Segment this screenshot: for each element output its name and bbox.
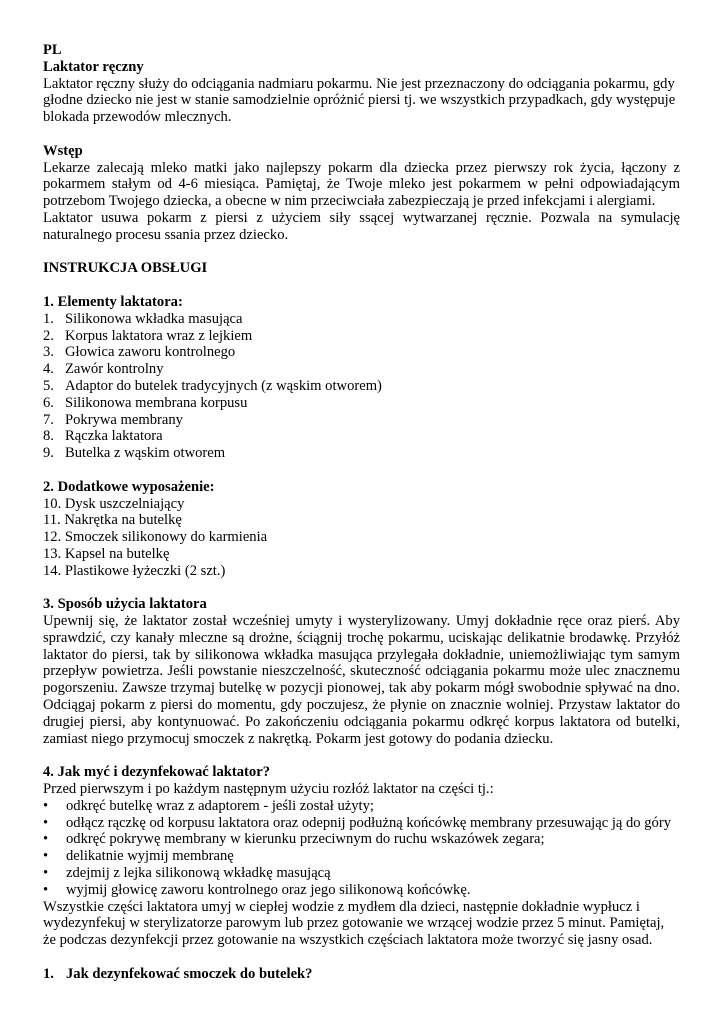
list-item: 13. Kapsel na butelkę bbox=[43, 545, 170, 562]
list-item: • odkręć butelkę wraz z adaptorem - jeśli został użyty; bbox=[43, 797, 374, 814]
document-page bbox=[43, 42, 680, 983]
section3-paragraph: Upewnij się, że laktator został wcześniej umyty i wysterylizowany. Umyj dokładnie ręce oraz pierś. Aby sprawdzić, czy kanały mleczne są drożne, ściągnij trochę pokarmu, uciskając delikatnie brodawkę. Przyłóż laktator do piersi, tak by silikonowa wkładka masująca przylegała dokładnie, uniemożliwiając tym samym przepływ powietrza. Jeśli powstanie nieszczelność, skuteczność odciągania pokarmu może ulec znacznemu pogorszeniu. Zawsze trzymaj butelkę w pozycji pionowej, tak aby pokarm mógł swobodnie spływać na dno. Odciągaj pokarm z piersi do momentu, gdy poczujesz, że płynie on znacznie wolniej. Przystaw laktator do drugiej piersi, aby kontynuować. Po zakończeniu odciągania pokarmu odkręć korpus laktatora od butelki, zamiast niego przymocuj smoczek z nakrętką. Pokarm jest gotowy do podania dziecku. bbox=[43, 613, 680, 747]
list-item: • delikatnie wyjmij membranę bbox=[43, 848, 234, 865]
section1-heading: 1. Elementy laktatora: bbox=[43, 293, 183, 310]
wstep-heading: Wstęp bbox=[43, 142, 83, 159]
section4-closing: Wszystkie części laktatora umyj w ciepłej wodzie z mydłem dla dzieci, następnie dokładnie wypłucz i wydezynfekuj w sterylizatorze parowym lub przez gotowanie we wrzącej wodzie przez 5 minut. Pamiętaj, że podczas dezynfekcji przez gotowanie na wszystkich częściach laktatora może tworzyć się jasny osad. bbox=[43, 898, 665, 949]
instructions-heading: INSTRUKCJA OBSŁUGI bbox=[43, 260, 208, 277]
list-item: 10. Dysk uszczelniający bbox=[43, 495, 185, 512]
wstep-paragraph-1: Lekarze zalecają mleko matki jako najlepszy pokarm dla dziecka przez pierwszy rok życia, łączony z pokarmem stałym od 4-6 miesiąca. Pamiętaj, że Twoje mleko jest pokarmem w pełni odpowiadającym potrzebom Twojego dziecka, a obecne w nim przeciwciała zabezpieczają je przed infekcjami i alergiami. bbox=[43, 159, 680, 210]
list-item: 4. Zawór kontrolny bbox=[43, 361, 164, 378]
list-item: • odkręć pokrywę membrany w kierunku przeciwnym do ruchu wskazówek zegara; bbox=[43, 831, 545, 848]
intro-paragraph: Laktator ręczny służy do odciągania nadmiaru pokarmu. Nie jest przeznaczony do odciągania pokarmu, gdy głodne dziecko nie jest w stanie samodzielnie opróżnić piersi tj. we wszystkich przypadkach, gdy występuje blokada przewodów mlecznych. bbox=[43, 75, 676, 126]
list-item: 3. Głowica zaworu kontrolnego bbox=[43, 344, 236, 361]
section3-heading: 3. Sposób użycia laktatora bbox=[43, 596, 207, 613]
list-item: • wyjmij głowicę zaworu kontrolnego oraz jego silikonową końcówkę. bbox=[43, 881, 471, 898]
list-item: 11. Nakrętka na butelkę bbox=[43, 512, 182, 529]
list-item: 2. Korpus laktatora wraz z lejkiem bbox=[43, 327, 253, 344]
bullet-icon: • bbox=[43, 881, 49, 898]
list-item: 9. Butelka z wąskim otworem bbox=[43, 445, 226, 462]
language-label: PL bbox=[43, 42, 62, 58]
bullet-icon: • bbox=[43, 848, 49, 865]
section2-heading: 2. Dodatkowe wyposażenie: bbox=[43, 478, 215, 495]
list-item: 5. Adaptor do butelek tradycyjnych (z wąskim otworem) bbox=[43, 377, 382, 394]
wstep-paragraph-2: Laktator usuwa pokarm z piersi z użyciem siły ssącej wytwarzanej ręcznie. Pozwala na symulację naturalnego procesu ssania przez dziecko. bbox=[43, 209, 680, 243]
section4-heading: 4. Jak myć i dezynfekować laktator? bbox=[43, 764, 270, 781]
bullet-icon: • bbox=[43, 797, 49, 814]
parts-list bbox=[43, 311, 680, 462]
bullet-icon: • bbox=[43, 831, 49, 848]
list-item: • zdejmij z lejka silikonową wkładkę masującą bbox=[43, 865, 331, 882]
bullet-icon: • bbox=[43, 865, 49, 882]
section4-lead: Przed pierwszym i po każdym następnym użyciu rozłóż laktator na części tj.: bbox=[43, 781, 494, 798]
list-item: 7. Pokrywa membrany bbox=[43, 411, 183, 428]
list-item: • odłącz rączkę od korpusu laktatora oraz odepnij podłużną końcówkę membrany przesuwając ją do góry bbox=[43, 814, 671, 831]
doc-title: Laktator ręczny bbox=[43, 58, 144, 75]
list-item: 1. Silikonowa wkładka masująca bbox=[43, 310, 243, 327]
list-item: 6. Silikonowa membrana korpusu bbox=[43, 394, 248, 411]
bullet-icon: • bbox=[43, 814, 49, 831]
list-item: 8. Rączka laktatora bbox=[43, 428, 163, 445]
list-item: 14. Plastikowe łyżeczki (2 szt.) bbox=[43, 562, 226, 579]
final-heading: 1. Jak dezynfekować smoczek do butelek? bbox=[43, 965, 313, 982]
accessories-list bbox=[43, 496, 680, 580]
disassembly-list bbox=[43, 798, 680, 899]
list-item: 12. Smoczek silikonowy do karmienia bbox=[43, 529, 268, 546]
